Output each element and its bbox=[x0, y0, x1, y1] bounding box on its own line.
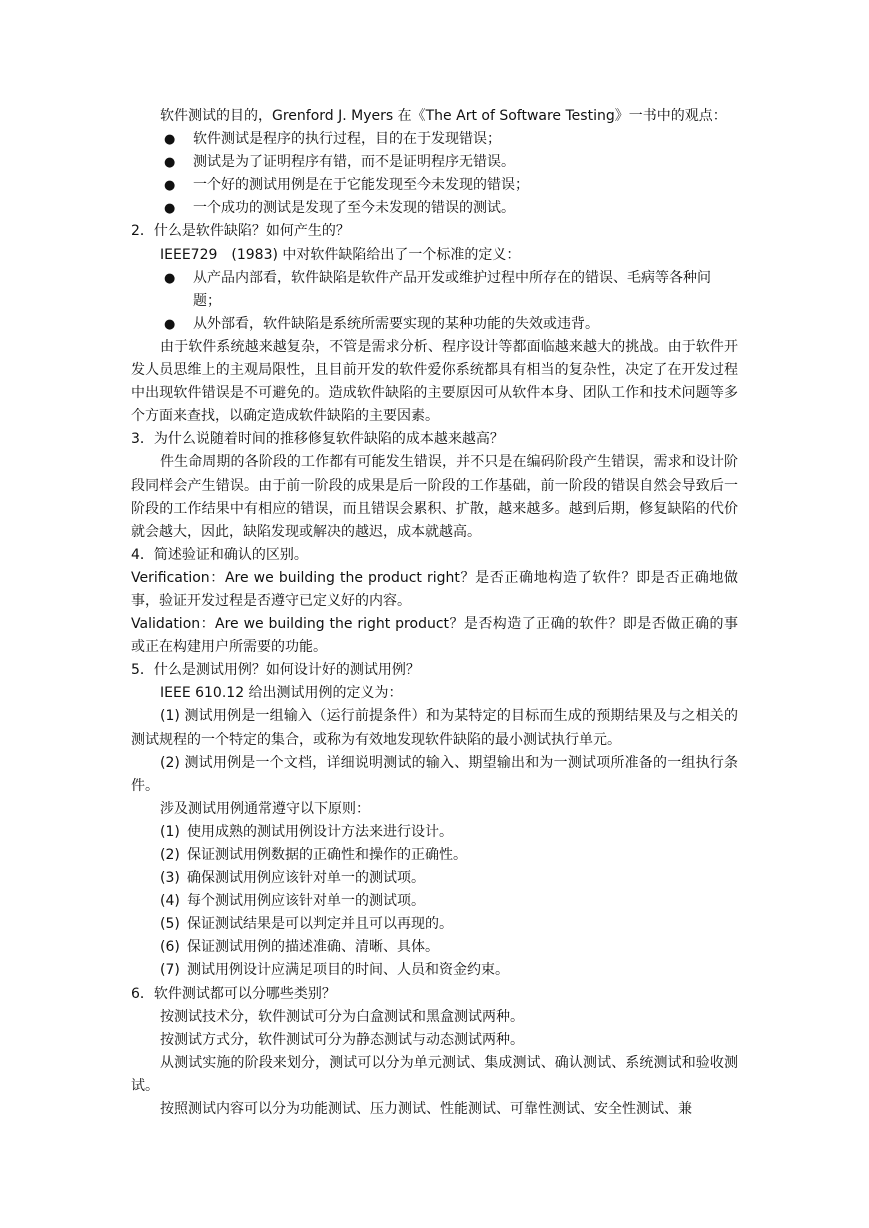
q6-paragraph-2: 按照测试内容可以分为功能测试、压力测试、性能测试、可靠性测试、安全性测试、兼 bbox=[160, 1101, 692, 1118]
q5-definition-2: (2) 测试用例是一个文档，详细说明测试的输入、期望输出和为一测试项所准备的一组执行条件。 bbox=[131, 754, 738, 794]
question-5-heading: 5．什么是测试用例？如何设计好的测试用例？ bbox=[131, 662, 420, 679]
verification-paragraph: Verification：Are we building the product right？是否正确地构造了软件？即是否正确地做事，验证开发过程是否遵守已定义好的内容。 bbox=[131, 569, 738, 609]
question-4-heading: 4．简述验证和确认的区别。 bbox=[131, 546, 308, 563]
list-item: (4) 每个测试用例应该针对单一的测试项。 bbox=[160, 893, 425, 910]
q3-paragraph: 件生命周期的各阶段的工作都有可能发生错误，并不只是在编码阶段产生错误，需求和设计阶段同样会产生错误。由于前一阶段的成果是后一阶段的工作基础，前一阶段的错误自然会导致后一阶段的工作结果中有相应的错误，而且错误会累积、扩散，越来越多。越到后期，修复缺陷的代价就会越大，因此，缺陷发现或解决的越迟，成本就越高。 bbox=[131, 454, 738, 540]
q2-paragraph: 由于软件系统越来越复杂，不管是需求分析、程序设计等都面临越来越大的挑战。由于软件开发人员思维上的主观局限性，且目前开发的软件爱你系统都具有相当的复杂性，决定了在开发过程中出现软件错误是不可避免的。造成软件缺陷的主要原因可从软件本身、团队工作和技术问题等多个方面来查找，以确定造成软件缺陷的主要因素。 bbox=[131, 338, 738, 425]
q5-principles-intro: 涉及测试用例通常遵守以下原则： bbox=[160, 800, 370, 817]
purpose-bullet-list bbox=[131, 128, 738, 220]
q5-ieee-line: IEEE 610.12 给出测试用例的定义为： bbox=[160, 685, 403, 702]
list-item: (7) 测试用例设计应满足项目的时间、人员和资金约束。 bbox=[160, 962, 509, 979]
bullet-icon: ● bbox=[164, 178, 176, 194]
bullet-icon: ● bbox=[164, 155, 176, 171]
list-item: ● 一个好的测试用例是在于它能发现至今未发现的错误； bbox=[131, 174, 738, 197]
bullet-icon: ● bbox=[164, 201, 176, 217]
list-item: (6) 保证测试用例的描述准确、清晰、具体。 bbox=[160, 939, 439, 956]
q5-definition-1: (1) 测试用例是一组输入（运行前提条件）和为某特定的目标而生成的预期结果及与之相关的测试规程的一个特定的集合，或称为有效地发现软件缺陷的最小测试执行单元。 bbox=[131, 708, 738, 748]
list-item: (5) 保证测试结果是可以判定并且可以再现的。 bbox=[160, 916, 453, 933]
list-item: (1) 使用成熟的测试用例设计方法来进行设计。 bbox=[160, 823, 453, 840]
principles-list bbox=[131, 821, 738, 983]
q6-line-2: 按测试方式分，软件测试可分为静态测试与动态测试两种。 bbox=[160, 1031, 524, 1048]
question-6-heading: 6．软件测试都可以分哪些类别？ bbox=[131, 985, 336, 1002]
bullet-icon: ● bbox=[164, 316, 176, 332]
question-2-heading: 2．什么是软件缺陷？如何产生的？ bbox=[131, 223, 350, 240]
validation-paragraph: Validation：Are we building the right product？是否构造了正确的软件？即是否做正确的事或正在构建用户所需要的功能。 bbox=[131, 616, 738, 656]
list-item: (2) 保证测试用例数据的正确性和操作的正确性。 bbox=[160, 847, 467, 863]
list-item: ● 测试是为了证明程序有错，而不是证明程序无错误。 bbox=[131, 151, 738, 174]
question-3-heading: 3．为什么说随着时间的推移修复软件缺陷的成本越来越高？ bbox=[131, 431, 504, 448]
q2-ieee-line: IEEE729 (1983) 中对软件缺陷给出了一个标准的定义： bbox=[160, 246, 521, 263]
list-item: (3) 确保测试用例应该针对单一的测试项。 bbox=[160, 870, 425, 887]
bullet-icon: ● bbox=[164, 132, 176, 148]
document-body bbox=[131, 105, 738, 1121]
list-item: ● 从外部看，软件缺陷是系统所需要实现的某种功能的失效或违背。 bbox=[131, 313, 738, 336]
list-item: ● 从产品内部看，软件缺陷是软件产品开发或维护过程中所存在的错误、毛病等各种问题； bbox=[131, 267, 738, 313]
list-item: ● 软件测试是程序的执行过程，目的在于发现错误； bbox=[131, 128, 738, 151]
intro-line: 软件测试的目的，Grenford J. Myers 在《The Art of Software Testing》一书中的观点： bbox=[160, 108, 727, 124]
q6-paragraph-1: 从测试实施的阶段来划分，测试可以分为单元测试、集成测试、确认测试、系统测试和验收测试。 bbox=[131, 1054, 738, 1094]
list-item: ● 一个成功的测试是发现了至今未发现的错误的测试。 bbox=[131, 197, 738, 220]
bullet-icon: ● bbox=[164, 270, 176, 286]
q6-line-1: 按测试技术分，软件测试可分为白盒测试和黑盒测试两种。 bbox=[160, 1008, 524, 1025]
